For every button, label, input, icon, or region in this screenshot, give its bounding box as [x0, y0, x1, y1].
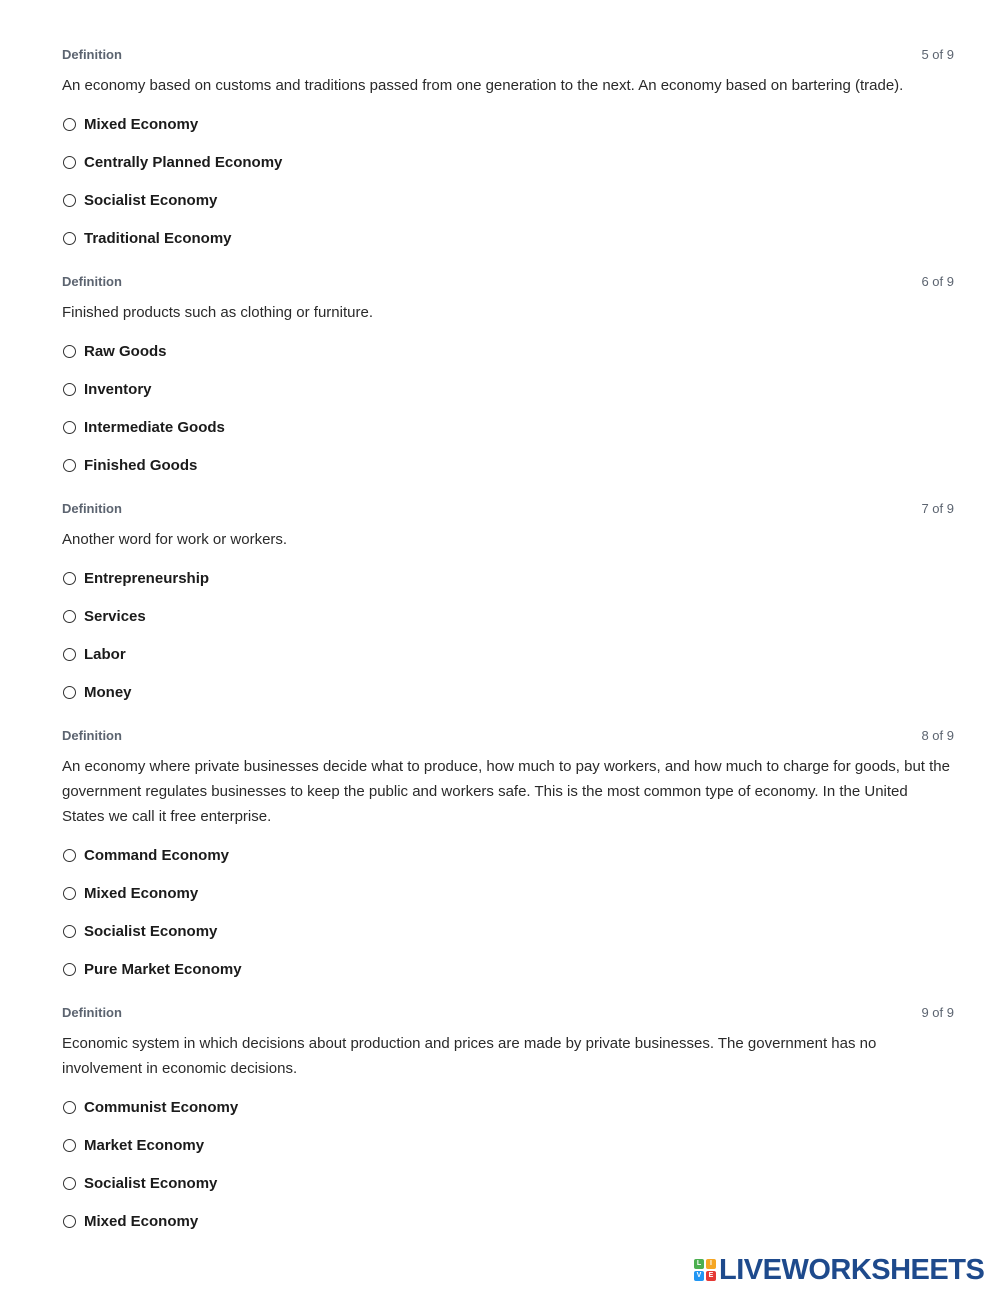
question-block	[62, 728, 954, 988]
question-text: Another word for work or workers.	[62, 531, 288, 548]
question-type-label: Definition	[62, 47, 122, 62]
answer-option[interactable]	[62, 874, 954, 912]
radio-button-icon[interactable]	[63, 963, 76, 976]
radio-button-icon[interactable]	[63, 648, 76, 661]
answer-option[interactable]	[62, 219, 954, 257]
radio-button-icon[interactable]	[63, 1101, 76, 1114]
question-type-label: Definition	[62, 728, 122, 743]
brand-name: LIVEWORKSHEETS	[719, 1253, 985, 1286]
question-block	[62, 47, 954, 257]
option-label: Labor	[84, 645, 126, 663]
answer-option[interactable]	[62, 597, 954, 635]
answer-option[interactable]	[62, 635, 954, 673]
option-label: Raw Goods	[84, 342, 167, 360]
radio-button-icon[interactable]	[63, 194, 76, 207]
radio-button-icon[interactable]	[63, 383, 76, 396]
radio-button-icon[interactable]	[63, 887, 76, 900]
answer-option[interactable]	[62, 1164, 954, 1202]
question-counter: 6 of 9	[921, 274, 954, 289]
option-label: Market Economy	[84, 1136, 205, 1154]
radio-button-icon[interactable]	[63, 118, 76, 131]
option-label: Mixed Economy	[84, 115, 199, 133]
answer-options	[62, 1088, 954, 1240]
radio-button-icon[interactable]	[63, 459, 76, 472]
worksheet-page	[62, 47, 954, 1257]
question-header	[62, 274, 954, 292]
question-counter: 5 of 9	[921, 47, 954, 62]
option-label: Centrally Planned Economy	[84, 153, 283, 171]
answer-options	[62, 559, 954, 711]
answer-option[interactable]	[62, 1126, 954, 1164]
answer-options	[62, 836, 954, 988]
question-header	[62, 1005, 954, 1023]
answer-option[interactable]	[62, 332, 954, 370]
radio-button-icon[interactable]	[63, 232, 76, 245]
question-counter: 8 of 9	[921, 728, 954, 743]
option-label: Intermediate Goods	[84, 418, 225, 436]
option-label: Mixed Economy	[84, 1212, 199, 1230]
radio-button-icon[interactable]	[63, 849, 76, 862]
option-label: Command Economy	[84, 846, 230, 864]
option-label: Socialist Economy	[84, 1174, 218, 1192]
answer-option[interactable]	[62, 1088, 954, 1126]
logo-tile: V	[694, 1271, 704, 1281]
option-label: Communist Economy	[84, 1098, 239, 1116]
answer-option[interactable]	[62, 105, 954, 143]
option-label: Finished Goods	[84, 456, 198, 474]
question-text: Economic system in which decisions about production and prices are made by private businesses. The government has no involvement in economic decisions.	[62, 1035, 877, 1077]
logo-tile: L	[694, 1259, 704, 1269]
question-type-label: Definition	[62, 501, 122, 516]
answer-option[interactable]	[62, 408, 954, 446]
answer-option[interactable]	[62, 912, 954, 950]
radio-button-icon[interactable]	[63, 572, 76, 585]
radio-button-icon[interactable]	[63, 925, 76, 938]
liveworksheets-logo-icon	[694, 1259, 716, 1281]
option-label: Traditional Economy	[84, 229, 232, 247]
radio-button-icon[interactable]	[63, 345, 76, 358]
question-header	[62, 47, 954, 65]
radio-button-icon[interactable]	[63, 1215, 76, 1228]
answer-option[interactable]	[62, 836, 954, 874]
question-type-label: Definition	[62, 1005, 122, 1020]
question-header	[62, 501, 954, 519]
option-label: Mixed Economy	[84, 884, 199, 902]
radio-button-icon[interactable]	[63, 1177, 76, 1190]
radio-button-icon[interactable]	[63, 610, 76, 623]
answer-option[interactable]	[62, 559, 954, 597]
radio-button-icon[interactable]	[63, 1139, 76, 1152]
question-block	[62, 1005, 954, 1240]
answer-option[interactable]	[62, 950, 954, 988]
option-label: Services	[84, 607, 146, 625]
question-counter: 7 of 9	[921, 501, 954, 516]
question-text: Finished products such as clothing or furniture.	[62, 304, 373, 321]
question-block	[62, 501, 954, 711]
radio-button-icon[interactable]	[63, 686, 76, 699]
question-text: An economy based on customs and traditions passed from one generation to the next. An economy based on bartering (trade).	[62, 77, 904, 94]
radio-button-icon[interactable]	[63, 421, 76, 434]
answer-options	[62, 105, 954, 257]
answer-option[interactable]	[62, 181, 954, 219]
option-label: Socialist Economy	[84, 191, 218, 209]
logo-tile: E	[706, 1271, 716, 1281]
radio-button-icon[interactable]	[63, 156, 76, 169]
answer-option[interactable]	[62, 673, 954, 711]
question-counter: 9 of 9	[921, 1005, 954, 1020]
option-label: Entrepreneurship	[84, 569, 210, 587]
option-label: Pure Market Economy	[84, 960, 242, 978]
answer-option[interactable]	[62, 143, 954, 181]
question-type-label: Definition	[62, 274, 122, 289]
brand-logo	[694, 1254, 984, 1286]
answer-option[interactable]	[62, 370, 954, 408]
answer-option[interactable]	[62, 1202, 954, 1240]
question-header	[62, 728, 954, 746]
answer-option[interactable]	[62, 446, 954, 484]
question-block	[62, 274, 954, 484]
logo-tile: I	[706, 1259, 716, 1269]
answer-options	[62, 332, 954, 484]
option-label: Money	[84, 683, 132, 701]
option-label: Socialist Economy	[84, 922, 218, 940]
question-text: An economy where private businesses decide what to produce, how much to pay workers, and how much to charge for goods, but the government regulates businesses to keep the public and workers safe. This is the most common type of economy. In the United States we call it free enterprise.	[62, 758, 950, 825]
option-label: Inventory	[84, 380, 152, 398]
